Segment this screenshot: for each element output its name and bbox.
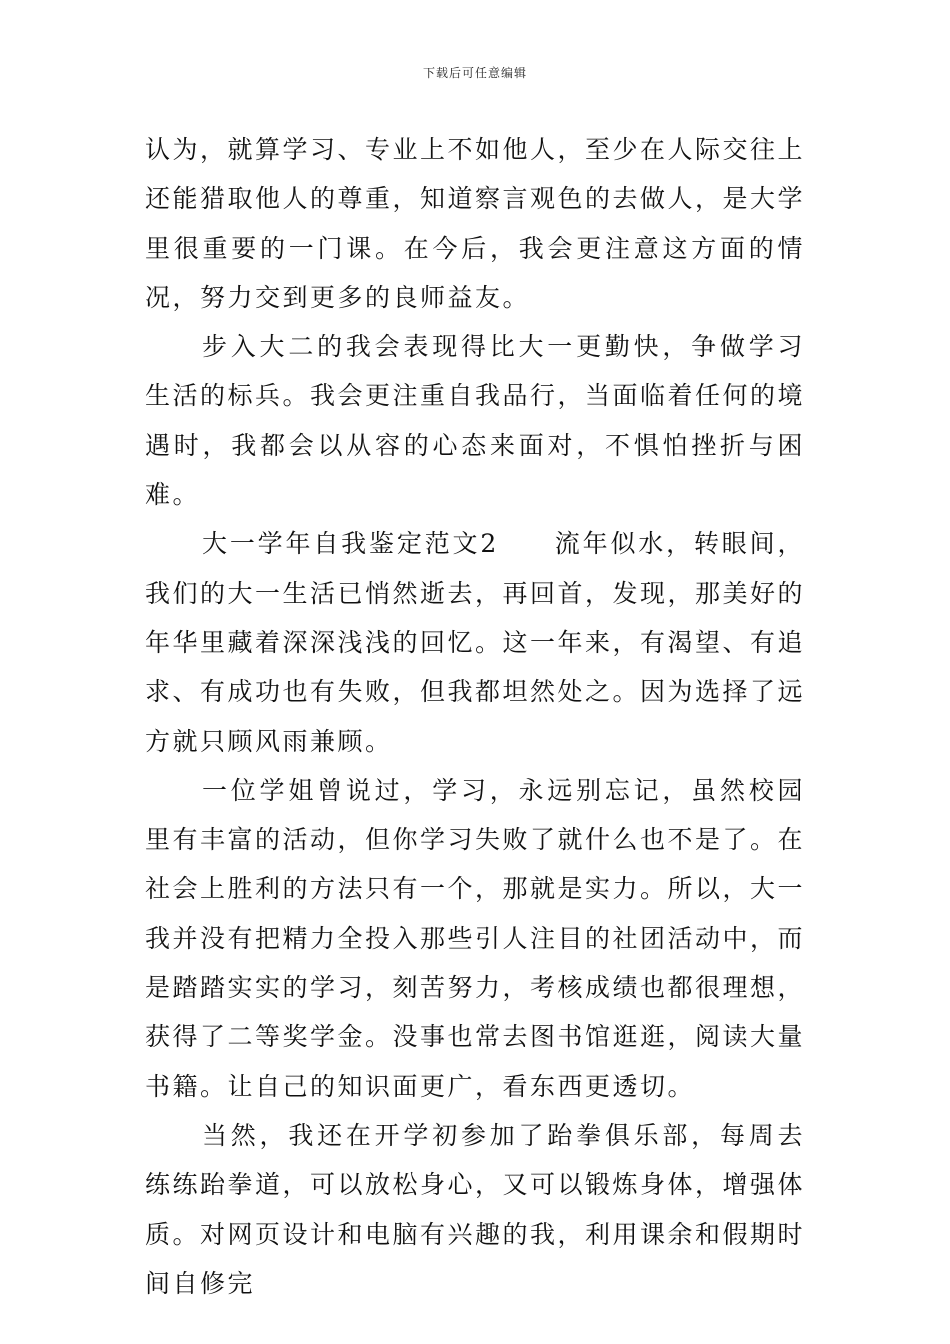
page-header-note: 下载后可任意编辑 [422, 66, 527, 80]
paragraph-1: 认为，就算学习、专业上不如他人，至少在人际交往上还能猎取他人的尊重，知道察言观色的去做人，是大学里很重要的一门课。在今后，我会更注意这方面的情况，努力交到更多的良师益友。 [145, 135, 806, 312]
paragraph-2: 步入大二的我会表现得比大一更勤快，争做学习生活的标兵。我会更注重自我品行，当面临着任何的境遇时，我都会以从容的心态来面对，不惧怕挫折与困难。 [145, 332, 806, 510]
paragraph-4: 一位学姐曾说过，学习，永远别忘记，虽然校园里有丰富的活动，但你学习失败了就什么也不是了。在社会上胜利的方法只有一个，那就是实力。所以，大一我并没有把精力全投入那些引人注目的社团活动中，而是踏踏实实的学习，刻苦努力，考核成绩也都很理想，获得了二等奖学金。没事也常去图书馆逛逛，阅读大量书籍。让自己的知识面更广，看东西更透切。 [145, 775, 806, 1101]
paragraph-3: 大一学年自我鉴定范文2 流年似水，转眼间，我们的大一生活已悄然逝去，再回首，发现，那美好的年华里藏着深深浅浅的回忆。这一年来，有渴望、有追求、有成功也有失败，但我都坦然处之。因为选择了远方就只顾风雨兼顾。 [145, 529, 806, 756]
paragraph-5: 当然，我还在开学初参加了跆拳俱乐部，每周去练练跆拳道，可以放松身心，又可以锻炼身体，增强体质。对网页设计和电脑有兴趣的我，利用课余和假期时间自修完 [145, 1120, 806, 1298]
document-body [145, 125, 805, 1308]
